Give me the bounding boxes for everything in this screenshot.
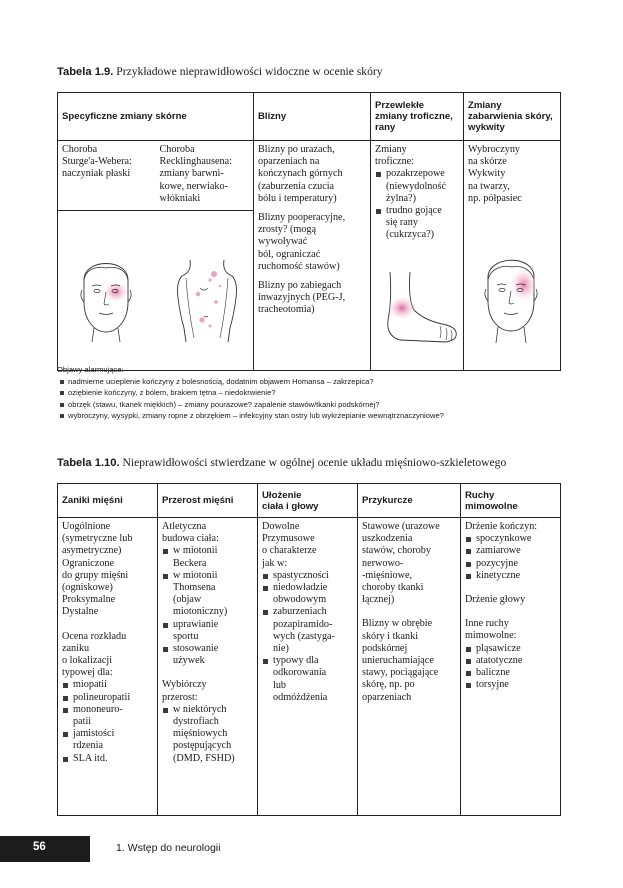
header-trophic: Przewlekłe zmiany troficzne, rany (371, 93, 464, 141)
list-item: atatotyczne (465, 655, 556, 667)
list-item: w miotonii Beckera (162, 545, 253, 569)
cell-atrophy: Uogólnione (symetryczne lub asymetryczne) Ograniczone do grupy mięśni (ogniskowe) Proksymalne Dystalne Ocena rozkładu zaniku o lokalizacji typowej dla: miopatii polineuropatii mononeuro- patii jamistości rdzenia SLA itd. (58, 518, 158, 816)
cell-scars (254, 141, 371, 371)
list-item: trudno gojące się rany (cukrzyca?) (375, 205, 459, 242)
alarm-symptoms (57, 364, 577, 422)
header-discoloration: Zmiany zabarwienia skóry, wykwity (464, 93, 561, 141)
table-1-9-caption: Tabela 1.9. Przykładowe nieprawidłowości widoczne w ocenie skóry (57, 65, 383, 78)
scars-postop: Blizny pooperacyjne, zrosty? (mogą wywoływać ból, ograniczać ruchomość stawów) (258, 212, 346, 272)
list-item: pozycyjne (465, 558, 556, 570)
list-item: spoczynkowe (465, 533, 556, 545)
atrophy-list (62, 679, 153, 764)
scars-trauma: Blizny po urazach, oparzeniach na kończynach górnych (zaburzenia czucia bólu i temperatury) (258, 144, 343, 204)
table-1-10 (57, 483, 561, 816)
list-item: uprawianie sportu (162, 619, 253, 643)
selective-hypertrophy-list (162, 704, 253, 765)
scars-invasive: Blizny po zabiegach inwazyjnych (PEG-J, tracheotomia) (258, 280, 346, 316)
header-posture: Ułożenie ciała i głowy (258, 484, 358, 518)
list-item: torsyjne (465, 679, 556, 691)
foot-ulcer-illustration (380, 270, 462, 348)
list-item: miopatii (62, 679, 153, 691)
cell-contractures: Stawowe (urazowe uszkodzenia stawów, choroby nerwowo- -mięśniowe, choroby tkanki łącznej) Blizny w obrębie skóry i tkanki podskórnej unieruchamiające stawy, pociągające skórę, np. po oparzeniach (358, 518, 461, 816)
chapter-title: 1. Wstęp do neurologii (116, 842, 221, 854)
list-item: wybroczyny, wysypki, zmiany ropne z obrzękiem – infekcyjny stan ostry lub wykrzepianie wewnątrznaczyniowe? (57, 410, 577, 422)
list-item: nadmierne ucieplenie kończyny z bolesnością, dodatnim objawem Homansa – zakrzepica? (57, 376, 577, 388)
list-item: kinetyczne (465, 570, 556, 582)
list-item: zaburzeniach pozapiramido- wych (zastyga- nie) (262, 606, 353, 655)
cell-trophic: Zmiany troficzne: pozakrzepowe (niewydolność żylna?) trudno gojące się rany (cukrzyca?) (371, 141, 464, 371)
posture-list (262, 570, 353, 704)
list-item: baliczne (465, 667, 556, 679)
torso-cafe-au-lait-illustration (170, 258, 244, 344)
list-item: zamiarowe (465, 545, 556, 557)
list-item: w niektórych dystrofiach mięśniowych postępujących (DMD, FSHD) (162, 704, 253, 765)
face-portwine-stain-illustration (68, 250, 144, 344)
list-item: stosowanie używek (162, 643, 253, 667)
header-involuntary: Ruchy mimowolne (461, 484, 561, 518)
list-item: pozakrzepowe (niewydolność żylna?) (375, 168, 459, 205)
tremor-list (465, 533, 556, 582)
list-item: typowy dla odkorowania lub odmóżdżenia (262, 655, 353, 704)
alarm-title: Objawy alarmujące: (57, 365, 124, 374)
header-specific-skin: Specyficzne zmiany skórne (58, 93, 254, 141)
cell-discoloration: Wybroczyny na skórze Wykwity na twarzy, np. półpasiec (464, 141, 561, 371)
header-atrophy: Zaniki mięśni (58, 484, 158, 518)
header-scars: Blizny (254, 93, 371, 141)
list-item: pląsawicze (465, 643, 556, 655)
cell-hypertrophy: Atletyczna budowa ciała: w miotonii Beckera w miotonii Thomsena (objaw miotoniczny) uprawianie sportu stosowanie używek Wybiórczy przerost: w niektórych dystrofiach mięśniowych postępujących (DMD, FSHD) (158, 518, 258, 816)
list-item: SLA itd. (62, 753, 153, 765)
list-item: mononeuro- patii (62, 704, 153, 728)
list-item: w miotonii Thomsena (objaw miotoniczny) (162, 570, 253, 619)
header-contractures: Przykurcze (358, 484, 461, 518)
table-1-10-caption: Tabela 1.10. Nieprawidłowości stwierdzane w ogólnej ocenie układu mięśniowo-szkieletowego (57, 456, 507, 469)
list-item: niedowładzie obwodowym (262, 582, 353, 606)
other-movements-list (465, 643, 556, 692)
hypertrophy-list (162, 545, 253, 667)
face-shingles-illustration (472, 245, 550, 345)
list-item: obrzęk (stawu, tkanek miękkich) – zmiany pourazowe? zapalenie stawów/tkanki podskórnej? (57, 399, 577, 411)
trophic-list (375, 168, 459, 241)
cell-involuntary: Drżenie kończyn: spoczynkowe zamiarowe pozycyjne kinetyczne Drżenie głowy Inne ruchy mimowolne: pląsawicze atatotyczne baliczne torsyjne (461, 518, 561, 816)
page-number: 56 (33, 841, 46, 853)
cell-sturge-weber: Choroba Sturge'a-Webera: naczyniak płaski (58, 141, 156, 211)
list-item: jamistości rdzenia (62, 728, 153, 752)
cell-posture: Dowolne Przymusowe o charakterze jak w: spastyczności niedowładzie obwodowym zaburzeniach pozapiramido- wych (zastyga- nie) typowy dla odkorowania lub odmóżdżenia (258, 518, 358, 816)
list-item: oziębienie kończyny, z bólem, brakiem tętna – niedokrwienie? (57, 387, 577, 399)
alarm-list (57, 376, 577, 422)
list-item: spastyczności (262, 570, 353, 582)
list-item: polineuropatii (62, 692, 153, 704)
cell-recklinghausen: Choroba Recklinghausena: zmiany barwni- kowe, nerwiako- włókniaki (156, 141, 254, 211)
header-hypertrophy: Przerost mięśni (158, 484, 258, 518)
